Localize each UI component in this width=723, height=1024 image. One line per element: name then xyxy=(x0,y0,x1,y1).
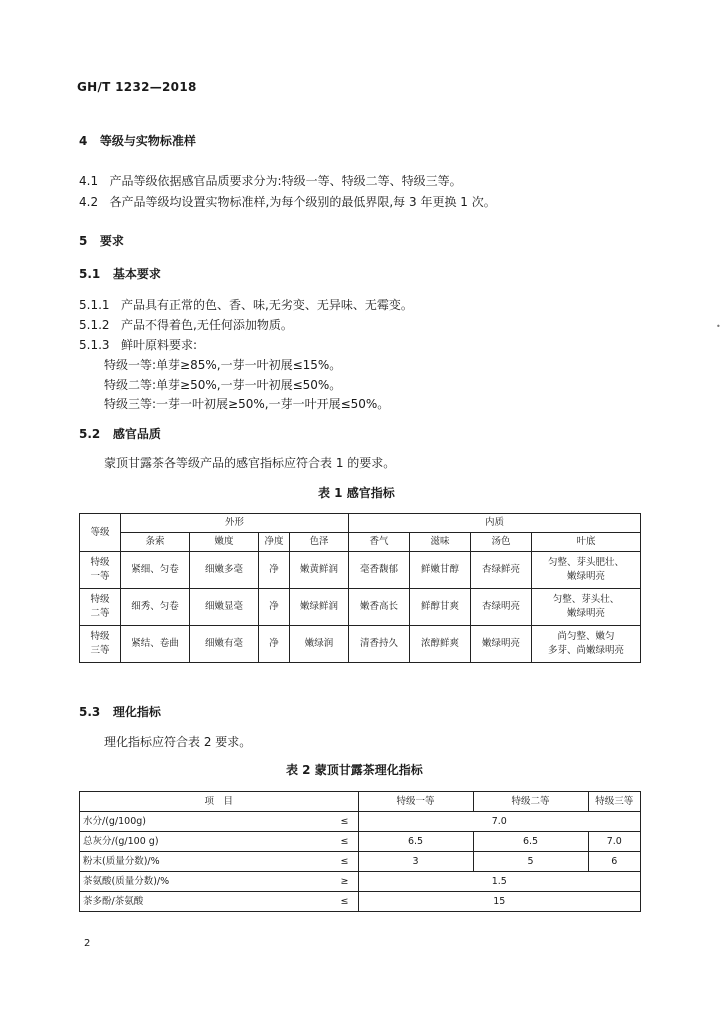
clause-text: 产品不得着色,无任何添加物质。 xyxy=(121,318,293,332)
table-row xyxy=(80,832,641,852)
column-header: 色泽 xyxy=(290,533,349,552)
table-row xyxy=(80,589,641,626)
table-cell: 净 xyxy=(259,589,290,626)
table-cell: 净 xyxy=(259,552,290,589)
section-5-2-text: 蒙顶甘露茶各等级产品的感官指标应符合表 1 的要求。 xyxy=(104,456,396,470)
table-cell: 紧结、卷曲 xyxy=(121,626,190,663)
grade-line: 特级 xyxy=(90,631,110,642)
table-row xyxy=(80,852,641,872)
section-title: 要求 xyxy=(99,234,124,248)
section-number: 5.2 xyxy=(79,427,101,441)
leaf-line: 匀整、芽头壮、 xyxy=(552,594,620,605)
section-5-heading xyxy=(79,232,124,249)
grade-header: 特级三等 xyxy=(588,792,641,812)
comparison-symbol: ≤ xyxy=(332,832,359,852)
item-cell: 总灰分/(g/100 g) xyxy=(80,832,332,852)
clause-number: 5.1.3 xyxy=(79,338,110,352)
grade-line: 三等 xyxy=(90,645,110,656)
leaf-line: 尚匀整、嫩匀 xyxy=(557,631,615,642)
table-cell: 细嫩有毫 xyxy=(190,626,259,663)
table-1-caption: 表 1 感官指标 xyxy=(318,486,395,500)
table-2-caption: 表 2 蒙顶甘露茶理化指标 xyxy=(286,763,423,777)
grade-line: 特级 xyxy=(90,557,110,568)
clause-number: 5.1.1 xyxy=(79,298,110,312)
item-cell: 水分/(g/100g) xyxy=(80,812,332,832)
grade-line: 一等 xyxy=(90,571,110,582)
table-row xyxy=(80,552,641,589)
inner-quality-group-header: 内质 xyxy=(349,514,641,533)
comparison-symbol: ≤ xyxy=(332,812,359,832)
clause-number: 5.1.2 xyxy=(79,318,110,332)
leaf-cell xyxy=(532,552,641,589)
leaf-line: 匀整、芽头肥壮、 xyxy=(547,557,624,568)
merged-value-cell: 15 xyxy=(358,892,641,912)
leaf-cell xyxy=(532,589,641,626)
section-5-3-heading xyxy=(79,703,161,720)
clause-number: 4.1 xyxy=(79,174,99,188)
table-cell: 杏绿明亮 xyxy=(471,589,532,626)
appearance-group-header: 外形 xyxy=(121,514,349,533)
raw-material-line-3: 特级三等:一芽一叶初展≥50%,一芽一叶开展≤50%。 xyxy=(104,397,390,411)
section-4-heading xyxy=(79,132,196,149)
table-cell: 鲜嫩甘醇 xyxy=(410,552,471,589)
table-cell: 嫩绿明亮 xyxy=(471,626,532,663)
table-cell: 鲜醇甘爽 xyxy=(410,589,471,626)
table-cell: 嫩香高长 xyxy=(349,589,410,626)
clause-5-1-2 xyxy=(79,316,293,333)
column-header: 嫩度 xyxy=(190,533,259,552)
value-cell: 6.5 xyxy=(473,832,588,852)
item-cell: 茶氨酸(质量分数)/% xyxy=(80,872,332,892)
grade-header: 特级二等 xyxy=(473,792,588,812)
table-row xyxy=(80,872,641,892)
grade-header: 等级 xyxy=(80,514,121,552)
grade-header: 特级一等 xyxy=(358,792,473,812)
leaf-line: 多芽、尚嫩绿明亮 xyxy=(547,645,624,656)
section-title: 感官品质 xyxy=(112,427,161,441)
section-5-1-heading xyxy=(79,265,161,282)
clause-text: 产品等级依据感官品质要求分为:特级一等、特级二等、特级三等。 xyxy=(109,174,462,188)
clause-number: 4.2 xyxy=(79,195,99,209)
clause-5-1-3 xyxy=(79,336,197,353)
table-cell: 细嫩多毫 xyxy=(190,552,259,589)
table-cell: 浓醇鲜爽 xyxy=(410,626,471,663)
table-cell: 细嫩显毫 xyxy=(190,589,259,626)
raw-material-line-2: 特级二等:单芽≥50%,一芽一叶初展≤50%。 xyxy=(104,378,342,392)
clause-4-2 xyxy=(79,193,496,210)
table-cell: 紧细、匀卷 xyxy=(121,552,190,589)
column-header: 香气 xyxy=(349,533,410,552)
table-cell: 嫩绿润 xyxy=(290,626,349,663)
value-cell: 6.5 xyxy=(358,832,473,852)
table-row xyxy=(80,812,641,832)
physicochemical-table xyxy=(79,791,641,912)
table-cell: 清香持久 xyxy=(349,626,410,663)
grade-cell xyxy=(80,626,121,663)
leaf-line: 嫩绿明亮 xyxy=(566,608,605,619)
grade-line: 二等 xyxy=(90,608,110,619)
clause-text: 各产品等级均设置实物标准样,为每个级别的最低界限,每 3 年更换 1 次。 xyxy=(109,195,496,209)
clause-text: 鲜叶原料要求: xyxy=(121,338,198,352)
clause-4-1 xyxy=(79,172,462,189)
document-header: GH/T 1232—2018 xyxy=(77,80,197,94)
value-cell: 7.0 xyxy=(588,832,641,852)
item-header: 项 目 xyxy=(80,792,359,812)
table-cell: 净 xyxy=(259,626,290,663)
section-title: 等级与实物标准样 xyxy=(99,134,196,148)
grade-cell xyxy=(80,589,121,626)
grade-line: 特级 xyxy=(90,594,110,605)
grade-cell xyxy=(80,552,121,589)
section-number: 5.1 xyxy=(79,267,101,281)
column-header: 滋味 xyxy=(410,533,471,552)
section-5-2-heading xyxy=(79,425,161,442)
leaf-line: 嫩绿明亮 xyxy=(566,571,605,582)
clause-5-1-1 xyxy=(79,296,413,313)
page-number: 2 xyxy=(84,938,91,949)
table-row xyxy=(80,626,641,663)
scan-mark: • xyxy=(716,322,721,331)
column-header: 净度 xyxy=(259,533,290,552)
comparison-symbol: ≤ xyxy=(332,852,359,872)
value-cell: 6 xyxy=(588,852,641,872)
column-header: 叶底 xyxy=(532,533,641,552)
merged-value-cell: 7.0 xyxy=(358,812,641,832)
section-5-3-text: 理化指标应符合表 2 要求。 xyxy=(104,735,252,749)
section-title: 基本要求 xyxy=(112,267,161,281)
comparison-symbol: ≥ xyxy=(332,872,359,892)
section-number: 4 xyxy=(79,134,88,148)
sensory-table xyxy=(79,513,641,663)
table-cell: 嫩黄鲜润 xyxy=(290,552,349,589)
section-title: 理化指标 xyxy=(112,705,161,719)
merged-value-cell: 1.5 xyxy=(358,872,641,892)
comparison-symbol: ≤ xyxy=(332,892,359,912)
item-cell: 茶多酚/茶氨酸 xyxy=(80,892,332,912)
section-number: 5.3 xyxy=(79,705,101,719)
section-number: 5 xyxy=(79,234,88,248)
table-row xyxy=(80,892,641,912)
column-header: 条索 xyxy=(121,533,190,552)
item-cell: 粉末(质量分数)/% xyxy=(80,852,332,872)
value-cell: 3 xyxy=(358,852,473,872)
table-cell: 毫香馥郁 xyxy=(349,552,410,589)
clause-text: 产品具有正常的色、香、味,无劣变、无异味、无霉变。 xyxy=(121,298,413,312)
table-cell: 嫩绿鲜润 xyxy=(290,589,349,626)
value-cell: 5 xyxy=(473,852,588,872)
leaf-cell xyxy=(532,626,641,663)
raw-material-line-1: 特级一等:单芽≥85%,一芽一叶初展≤15%。 xyxy=(104,358,342,372)
column-header: 汤色 xyxy=(471,533,532,552)
table-cell: 细秀、匀卷 xyxy=(121,589,190,626)
table-cell: 杏绿鲜亮 xyxy=(471,552,532,589)
